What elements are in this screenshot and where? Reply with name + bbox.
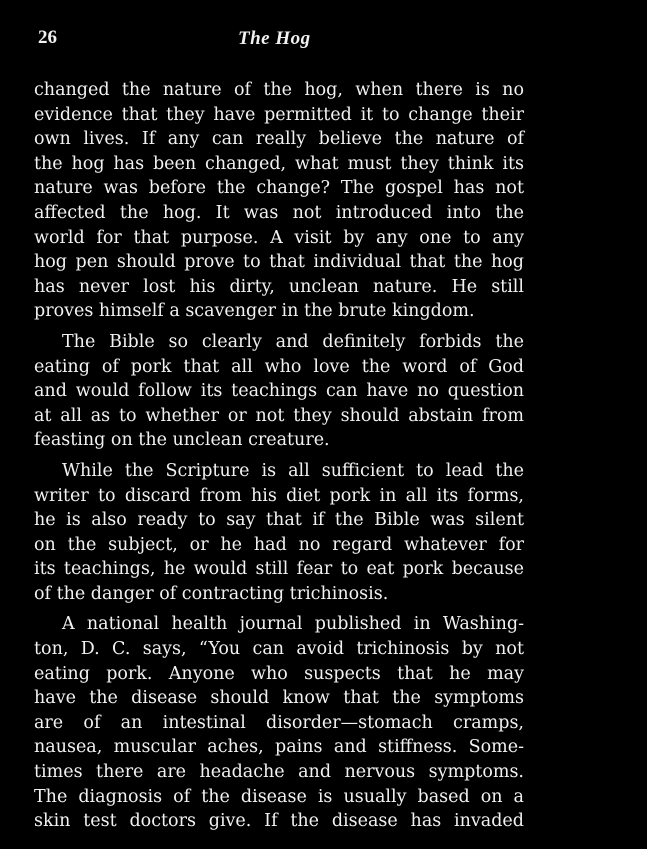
text-line: A national health journal published in Washing- bbox=[62, 614, 524, 635]
text-line: and would follow its teachings can have no question bbox=[34, 381, 524, 402]
text-line: has never lost his dirty, unclean nature. He still bbox=[34, 276, 524, 297]
text-line: the hog has been changed, what must they think its bbox=[34, 153, 524, 174]
text-line: nature was before the change? The gospel has not bbox=[34, 178, 524, 199]
paragraph-2 bbox=[34, 330, 524, 453]
text-line: times there are headache and nervous symptoms. bbox=[34, 762, 524, 783]
paragraph-4 bbox=[34, 612, 524, 833]
text-line: on the subject, or he had no regard whatever for bbox=[34, 534, 524, 555]
text-line: world for that purpose. A visit by any one to any bbox=[34, 227, 524, 248]
text-line: feasting on the unclean creature. bbox=[34, 430, 330, 451]
text-line: eating of pork that all who love the word of God bbox=[34, 356, 524, 377]
text-line: The diagnosis of the disease is usually based on a bbox=[34, 786, 524, 807]
text-line: eating pork. Anyone who suspects that he may bbox=[34, 663, 524, 684]
text-line: changed the nature of the hog, when there is no bbox=[34, 80, 524, 100]
running-title: The Hog bbox=[238, 28, 311, 49]
text-line: ton, D. C. says, “You can avoid trichinosis by not bbox=[34, 639, 524, 660]
text-line: of the danger of contracting trichinosis. bbox=[34, 583, 389, 604]
text-line: he is also ready to say that if the Bible was silent bbox=[34, 510, 524, 531]
text-line: are of an intestinal disorder—stomach cramps, bbox=[34, 712, 524, 733]
body-text bbox=[34, 78, 524, 834]
paragraph-1 bbox=[34, 78, 524, 324]
text-line: affected the hog. It was not introduced into the bbox=[34, 202, 524, 223]
text-line: While the Scripture is all sufficient to lead the bbox=[62, 460, 524, 481]
text-line: proves himself a scavenger in the brute kingdom. bbox=[34, 301, 475, 322]
text-line: hog pen should prove to that individual that the hog bbox=[34, 252, 524, 273]
text-line: nausea, muscular aches, pains and stiffness. Some- bbox=[34, 737, 524, 758]
text-line: The Bible so clearly and definitely forbids the bbox=[62, 331, 524, 352]
text-line: skin test doctors give. If the disease has invaded bbox=[34, 811, 524, 832]
text-line: evidence that they have permitted it to change their bbox=[34, 104, 524, 125]
text-line: its teachings, he would still fear to eat pork because bbox=[34, 559, 524, 580]
text-line: have the disease should know that the symptoms bbox=[34, 688, 524, 709]
paragraph-3 bbox=[34, 459, 524, 607]
text-line: own lives. If any can really believe the nature of bbox=[34, 129, 524, 150]
page-number: 26 bbox=[38, 27, 57, 48]
text-line: writer to discard from his diet pork in all its forms, bbox=[34, 485, 524, 506]
text-line: at all as to whether or not they should abstain from bbox=[34, 405, 524, 426]
